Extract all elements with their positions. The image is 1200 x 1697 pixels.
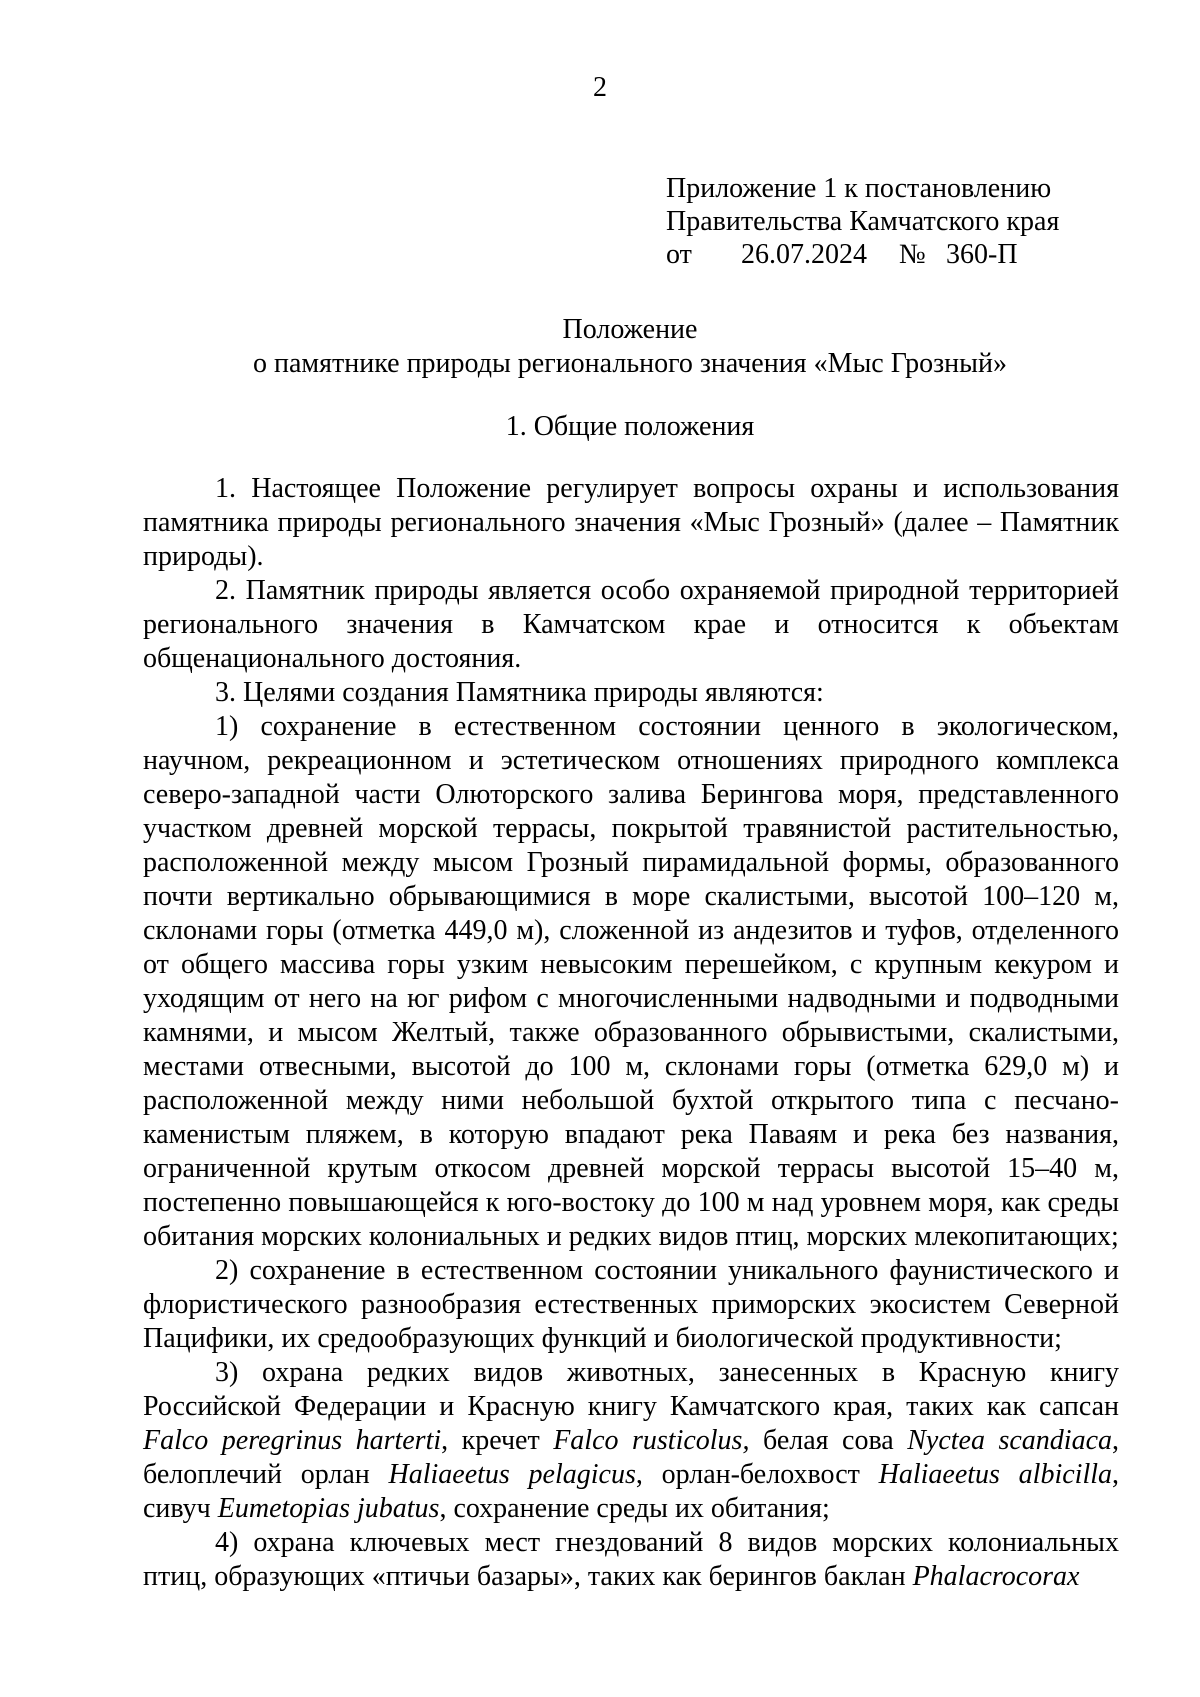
latin-name: Nyctea scandiaca <box>907 1425 1112 1456</box>
goal-3-text: , сивуч <box>143 1459 1120 1524</box>
goal-1: 1) сохранение в естественном состоянии ценного в экологическом, научном, рекреационном и эстетическом отношениях природного комплекса северо-западной части Олюторского залива Берингова моря, представленного участком древней морской террасы, покрытой травянистой растительностью, расположенной между мысом Грозный пирамидальной формы, образованного почти вертикально обрывающимися в море скалистыми, высотой 100–120 м, склонами горы (отметка 449,0 м), сложенной из андезитов и туфов, отделенного от общего массива горы узким невысоким перешейком, с крупным кекуром и уходящим от него на юг рифом с многочисленными надводными и подводными камнями, и мысом Желтый, также образованного обрывистыми, скалистыми, местами отвесными, высотой до 100 м, склонами горы (отметка 629,0 м) и расположенной между ними небольшой бухтой открытого типа с песчано-каменистым пляжем, в которую впадают река Паваям и река без названия, ограниченной крутым откосом древней морской террасы высотой 15–40 м, постепенно повышающейся к юго-востоку до 100 м над уровнем моря, как среды обитания морских колониальных и редких видов птиц, морских млекопитающих; <box>143 711 1119 1252</box>
latin-name: Haliaeetus pelagicus <box>388 1459 636 1490</box>
paragraph-1: 1. Настоящее Положение регулирует вопросы охраны и использования памятника природы регионального значения «Мыс Грозный» (далее – Памятник природы). <box>143 473 1119 572</box>
appendix-block <box>666 172 1059 271</box>
document-body <box>143 472 1119 1594</box>
title-line-2: о памятнике природы регионального значения «Мыс Грозный» <box>253 348 1007 379</box>
goal-3 <box>143 1356 1119 1526</box>
goal-3-text: , орлан-белохвост <box>635 1459 879 1490</box>
document-title <box>0 313 1200 381</box>
goal-4-text: 4) охрана ключевых мест гнездований 8 видов морских колониальных птиц, образующих «птичьи базары», таких как берингов баклан <box>143 1527 1119 1592</box>
latin-name: Eumetopias jubatus <box>217 1493 440 1524</box>
date-prefix: от <box>666 239 692 270</box>
title-line-1: Положение <box>562 314 698 345</box>
paragraph-3: 3. Целями создания Памятника природы являются: <box>215 677 824 708</box>
goal-3-text: , сохранение среды их обитания; <box>439 1493 830 1524</box>
latin-name: Haliaeetus albicilla <box>878 1459 1113 1490</box>
goal-3-text: 3) охрана редких видов животных, занесенных в Красную книгу Российской Федерации и Красную книгу Камчатского края, таких как сапсан <box>143 1357 1119 1422</box>
section-heading: 1. Общие положения <box>505 411 755 442</box>
appendix-line-1: Приложение 1 к постановлению <box>666 173 1052 204</box>
appendix-date-line <box>666 238 1059 271</box>
page-number: 2 <box>593 72 607 103</box>
goal-3-text: белая сова <box>749 1425 908 1456</box>
goal-3-text: , белоплечий орлан <box>143 1425 1119 1490</box>
decree-number: 360-П <box>946 239 1018 270</box>
goal-4 <box>143 1526 1119 1594</box>
goal-2: 2) сохранение в естественном состоянии уникального фаунистического и флористического разнообразия естественных приморских экосистем Северной Пацифики, их средообразующих функций и биологической продуктивности; <box>143 1255 1119 1354</box>
number-sign: № <box>899 239 926 270</box>
latin-name: Falco rusticolus, <box>553 1425 750 1456</box>
appendix-line-2: Правительства Камчатского края <box>666 206 1060 237</box>
latin-name: Phalacrocorax <box>912 1561 1080 1592</box>
decree-date: 26.07.2024 <box>741 239 867 270</box>
latin-name: Falco peregrinus harterti <box>143 1425 442 1456</box>
paragraph-2: 2. Памятник природы является особо охраняемой природной территорией регионального значения в Камчатском крае и относится к объектам общенационального достояния. <box>143 575 1119 674</box>
goal-3-text: , кречет <box>441 1425 554 1456</box>
